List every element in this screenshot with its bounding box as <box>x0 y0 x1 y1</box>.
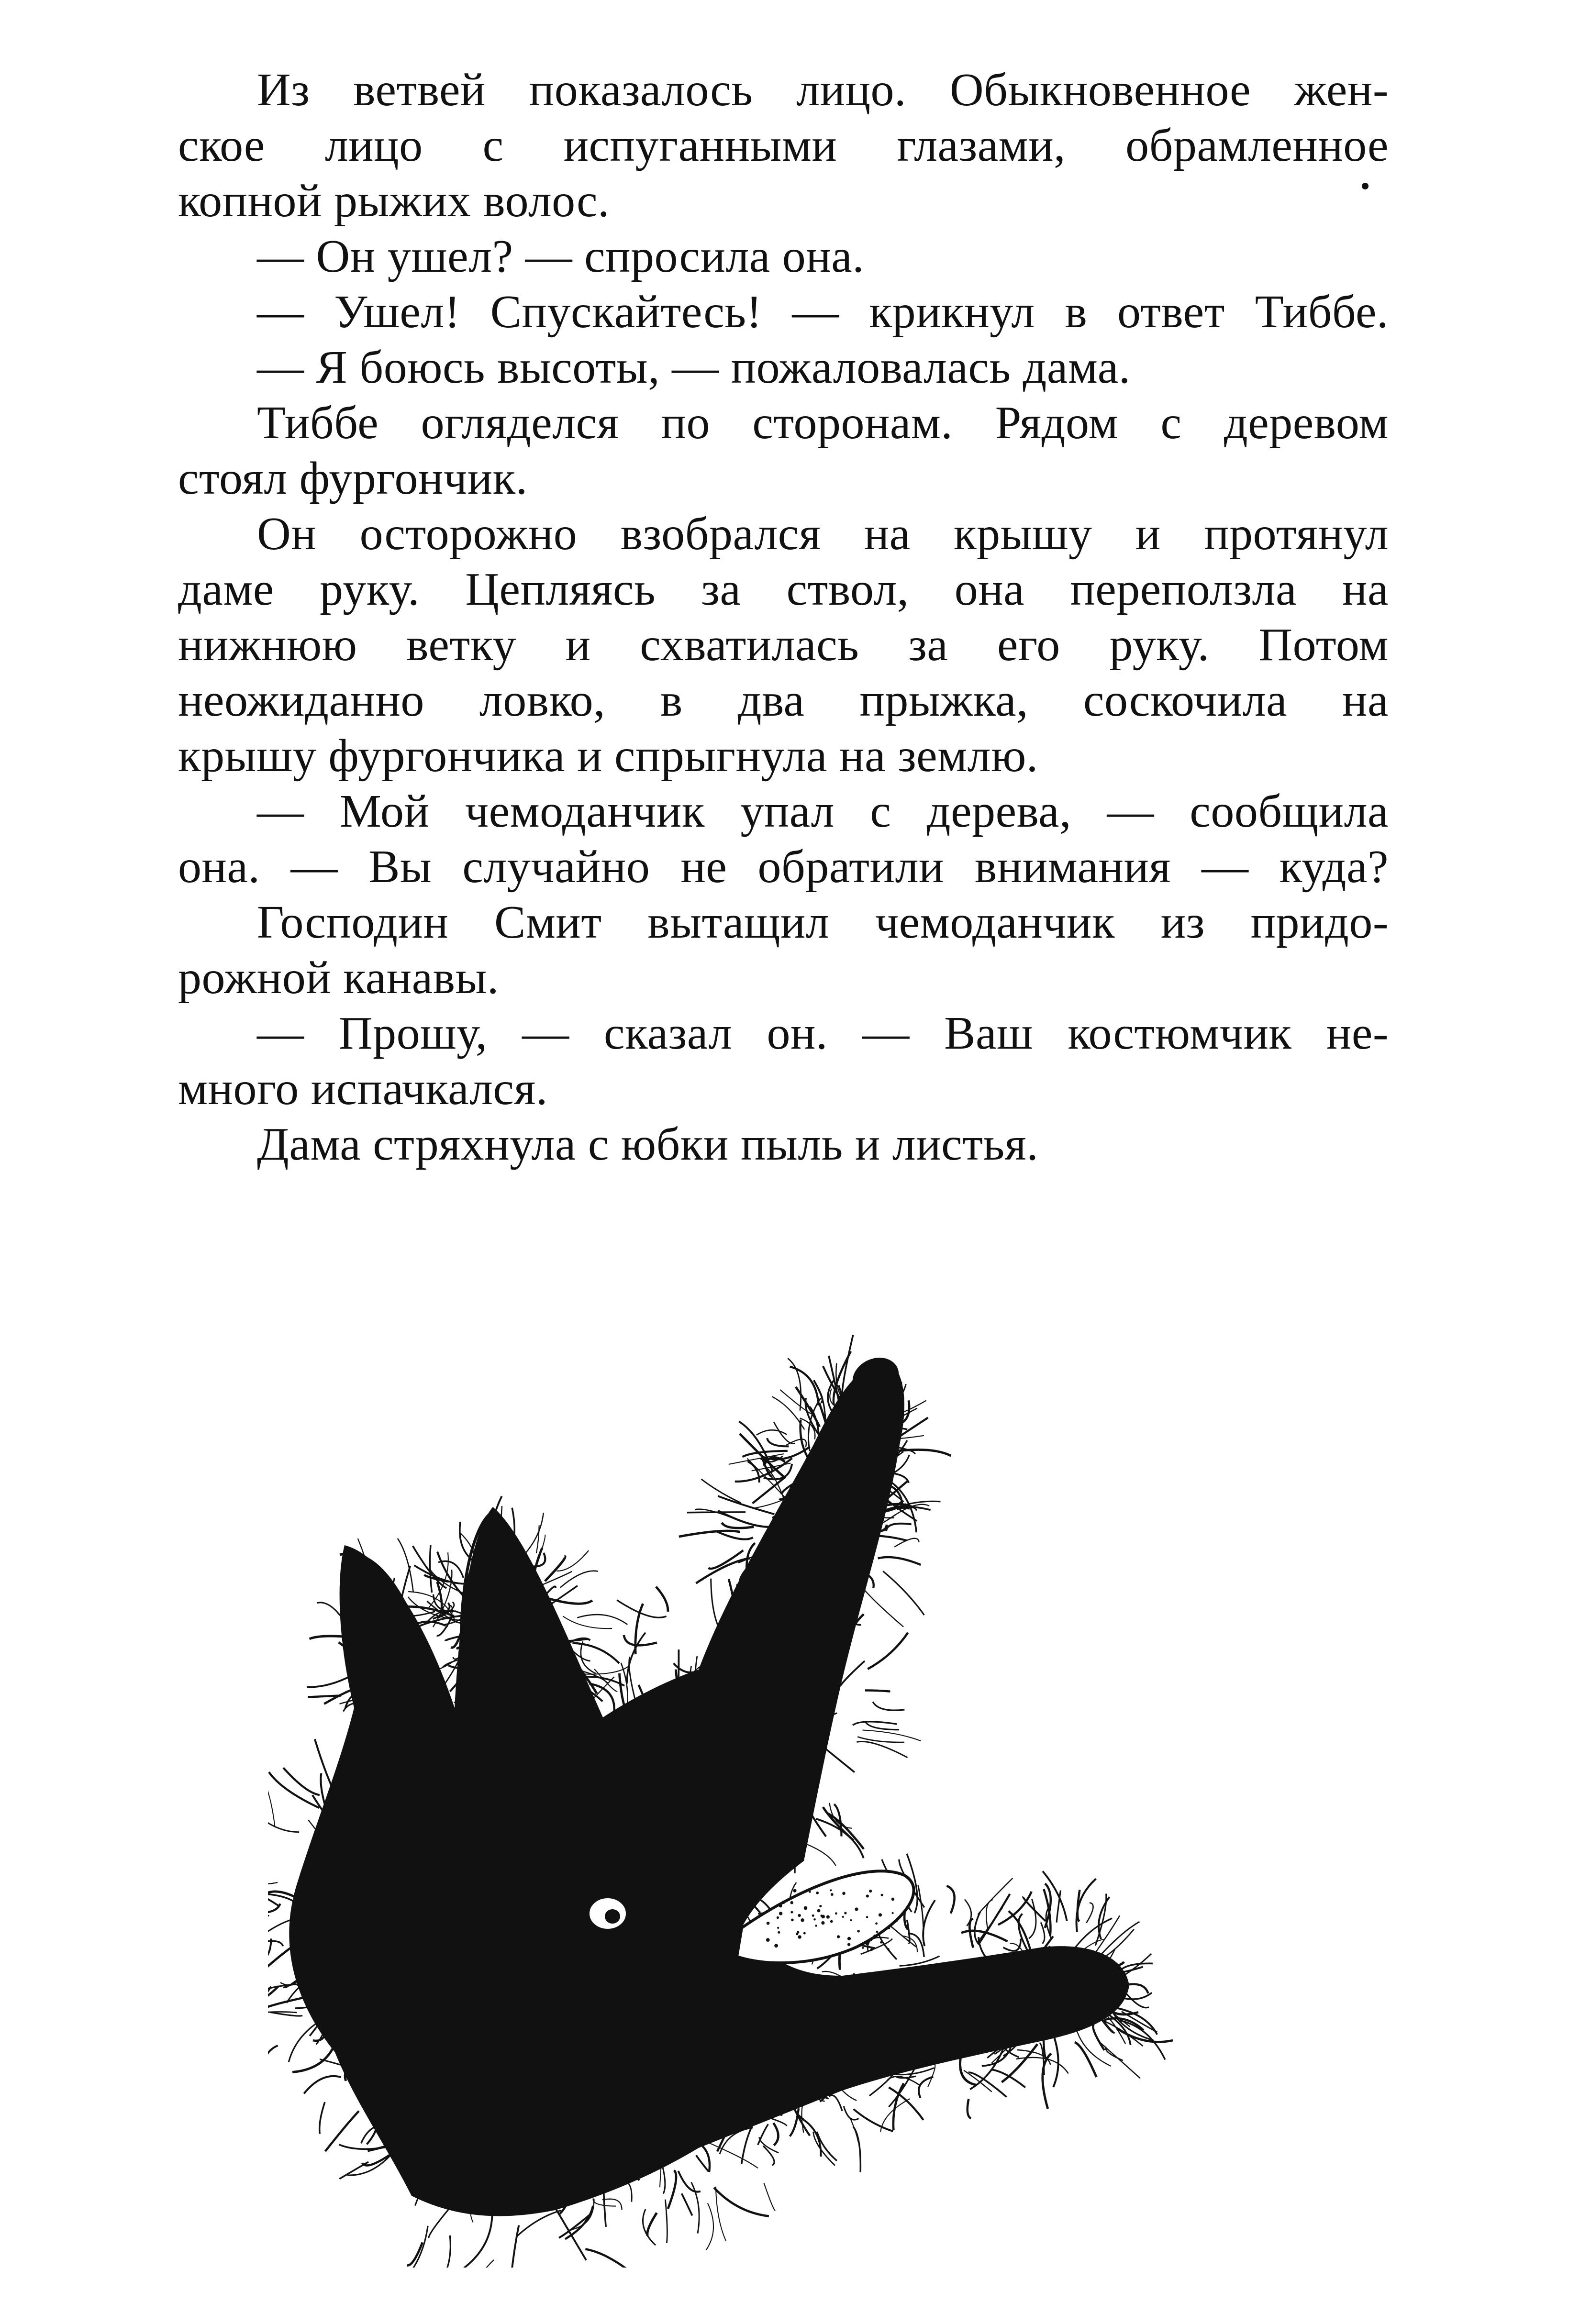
fur-stroke <box>714 2188 769 2216</box>
text-line: рожной канавы. <box>178 952 499 1004</box>
fur-stroke <box>829 2095 842 2111</box>
text-line: нижнюю ветку и схватилась за его руку. Потом <box>178 619 1389 671</box>
stipple-dot <box>835 1912 837 1915</box>
stipple-dot <box>819 1905 822 1907</box>
fur-stroke <box>315 1739 337 1797</box>
stipple-dot <box>812 1915 814 1917</box>
stipple-dot <box>866 1942 869 1946</box>
fur-stroke <box>682 2193 692 2215</box>
stipple-dot <box>779 1904 782 1907</box>
stipple-dot <box>866 1894 869 1897</box>
text-line: Тиббе огляделся по сторонам. Рядом с деревом <box>257 397 1389 449</box>
fur-stroke <box>865 1690 890 1691</box>
fur-stroke <box>665 2200 667 2243</box>
fur-stroke <box>863 1730 921 1741</box>
fur-stroke <box>718 1511 770 1527</box>
fur-stroke <box>1086 1903 1093 1923</box>
stipple-dot <box>847 1937 851 1940</box>
fur-stroke <box>320 2102 325 2134</box>
fur-stroke <box>717 1532 753 1539</box>
stipple-dot <box>844 1912 846 1914</box>
fur-stroke <box>979 1894 1010 1945</box>
fur-stroke <box>268 1997 308 2009</box>
text-line: — Прошу, — сказал он. — Ваш костюмчик не- <box>257 1007 1389 1059</box>
fur-stroke <box>946 1886 954 1914</box>
fur-stroke <box>403 2226 428 2268</box>
stipple-dot <box>821 1915 825 1919</box>
story-text <box>178 62 1389 1172</box>
fur-stroke <box>430 1545 432 1593</box>
stipple-dot <box>803 1932 806 1935</box>
fur-stroke <box>830 1803 852 1828</box>
fur-stroke <box>800 1418 815 1439</box>
fur-stroke <box>813 2132 835 2166</box>
fur-stroke <box>780 1390 812 1415</box>
fur-stroke <box>696 2155 708 2171</box>
fur-stroke <box>435 2235 451 2268</box>
fur-stroke <box>844 2106 858 2120</box>
stipple-dot <box>779 1912 782 1915</box>
fur-stroke <box>1106 2047 1123 2060</box>
stipple-dot <box>826 1915 830 1919</box>
text-line: — Мой чемоданчик упал с дерева, — сообщила <box>257 786 1389 837</box>
fur-stroke <box>585 2249 637 2268</box>
fur-stroke <box>873 1702 904 1710</box>
fur-stroke <box>429 2203 454 2238</box>
stipple-dot <box>887 1948 890 1950</box>
fur-stroke <box>687 1512 745 1513</box>
stipple-dot <box>842 1916 844 1918</box>
stipple-dot <box>804 1906 808 1910</box>
fur-stroke <box>695 1509 738 1520</box>
fur-stroke <box>268 1777 275 1827</box>
fur-stroke <box>545 1556 565 1581</box>
stipple-dot <box>876 1931 879 1933</box>
text-line: Дама стряхнула с юбки пыль и листья. <box>257 1118 1039 1170</box>
fur-stroke <box>853 1722 897 1726</box>
stipple-dot <box>881 1894 883 1896</box>
stipple-dot <box>809 1891 811 1893</box>
stipple-dot <box>798 1935 801 1938</box>
fur-stroke <box>269 1772 319 1808</box>
stipple-dot <box>855 1907 858 1911</box>
fur-stroke <box>705 2141 758 2168</box>
fur-stroke <box>347 2152 394 2175</box>
stipple-dot <box>774 1944 778 1948</box>
fur-stroke <box>878 1557 921 1565</box>
stipple-dot <box>866 1916 868 1918</box>
stipple-dot <box>891 1898 895 1901</box>
fur-stroke <box>992 2069 1025 2087</box>
stipple-dot <box>888 1927 890 1929</box>
fur-stroke <box>1053 2034 1058 2087</box>
fur-stroke <box>757 1430 787 1435</box>
fur-stroke <box>969 1919 973 1948</box>
stipple-dot <box>842 1892 846 1895</box>
fur-stroke <box>268 2046 278 2079</box>
stipple-dot <box>880 1941 882 1944</box>
stipple-dot <box>831 1893 834 1896</box>
creature-eye-pupil <box>605 1909 620 1924</box>
stipple-dot <box>892 1912 894 1914</box>
stipple-dot <box>815 1925 817 1926</box>
text-line: ское лицо с испуганными глазами, обрамленное <box>178 120 1389 171</box>
fur-stroke <box>1026 2006 1061 2007</box>
fur-stroke <box>268 1874 278 1884</box>
text-line: Господин Смит вытащил чемоданчик из придо- <box>257 896 1389 948</box>
stipple-dot <box>821 1921 824 1925</box>
stipple-dot <box>850 1919 852 1921</box>
stipple-dot <box>869 1890 872 1892</box>
creature-illustration <box>268 1287 1225 2268</box>
fur-stroke <box>1041 1923 1045 1944</box>
text-line: даме руку. Цепляясь за ствол, она переползла на <box>178 564 1389 615</box>
fur-stroke <box>998 1892 1032 1925</box>
fur-stroke <box>739 1421 772 1471</box>
text-line: Он осторожно взобрался на крышу и протянул <box>257 508 1389 560</box>
text-line: — Ушел! Спускайтесь! — крикнул в ответ Тиббе. <box>257 286 1389 338</box>
stipple-dot <box>777 1916 779 1919</box>
stipple-dot <box>879 1913 882 1916</box>
fur-stroke <box>758 2124 768 2145</box>
fur-stroke <box>899 1450 951 1456</box>
stipple-dot <box>793 1889 796 1892</box>
fur-stroke <box>854 2109 893 2131</box>
stipple-dot <box>870 1948 873 1951</box>
fur-stroke <box>763 2146 774 2166</box>
fur-stroke <box>1093 2024 1104 2050</box>
stipple-dot <box>782 1901 785 1904</box>
fur-stroke <box>1126 1993 1149 2007</box>
fur-stroke <box>482 1625 523 1626</box>
stipple-dot <box>797 1931 799 1933</box>
fur-stroke <box>706 2203 714 2250</box>
fur-stroke <box>668 2170 676 2209</box>
fur-stroke <box>656 1587 668 1612</box>
text-line: стоял фургончик. <box>178 453 528 504</box>
stipple-dot <box>830 1889 832 1891</box>
fur-stroke <box>556 1550 589 1571</box>
fur-stroke <box>536 1526 539 1553</box>
fur-stroke <box>1099 2041 1140 2078</box>
text-line: неожиданно ловко, в два прыжка, соскочила на <box>178 675 1389 726</box>
fur-stroke <box>861 1586 903 1627</box>
fur-stroke <box>647 2213 657 2236</box>
fur-stroke <box>270 2012 302 2016</box>
stipple-dot <box>862 1947 864 1949</box>
stipple-dot <box>813 1918 816 1921</box>
text-line: она. — Вы случайно не обратили внимания — куда? <box>178 841 1389 893</box>
stipple-dot <box>767 1922 770 1925</box>
stipple-dot <box>791 1919 794 1922</box>
fur-stroke <box>678 2171 701 2192</box>
stipple-dot <box>790 1901 793 1904</box>
fur-stroke <box>900 1436 924 1439</box>
fur-stroke <box>556 2209 586 2260</box>
fur-stroke <box>853 2126 861 2172</box>
text-line: крышу фургончика и спрыгнула на землю. <box>178 730 1038 782</box>
stipple-dot <box>777 1927 779 1929</box>
fur-stroke <box>883 1571 924 1615</box>
stipple-dot <box>766 1938 770 1942</box>
stray-ink-dot <box>1362 183 1369 189</box>
stipple-dot <box>801 1918 804 1922</box>
fur-stroke <box>788 1358 801 1410</box>
fur-stroke <box>857 1741 907 1757</box>
fur-stroke <box>968 2099 971 2118</box>
stipple-dot <box>837 1935 840 1938</box>
fur-stroke <box>559 2213 591 2238</box>
fur-stroke <box>850 2119 858 2142</box>
fur-stroke <box>572 1643 619 1663</box>
fur-stroke <box>307 1675 352 1687</box>
fur-stroke <box>464 2214 492 2268</box>
fur-stroke <box>764 2183 776 2211</box>
stipple-dot <box>847 1943 850 1946</box>
fur-stroke <box>563 1616 612 1628</box>
text-line: много испачкался. <box>178 1063 548 1115</box>
fur-stroke <box>511 2225 519 2268</box>
fur-stroke <box>701 1479 741 1503</box>
fur-stroke <box>773 2123 778 2146</box>
fur-stroke <box>560 1571 598 1588</box>
fur-stroke <box>304 2076 341 2093</box>
stipple-dot <box>798 1914 801 1917</box>
stipple-dot <box>817 1909 821 1913</box>
text-line: — Он ушел? — спросила она. <box>257 231 865 282</box>
stipple-dot <box>857 1930 860 1933</box>
stipple-dot <box>790 1911 793 1914</box>
stipple-dot <box>875 1922 878 1925</box>
stipple-dot <box>778 1931 780 1934</box>
fur-stroke <box>868 1633 908 1669</box>
stipple-dot <box>873 1935 876 1937</box>
stipple-dot <box>830 1920 833 1923</box>
stipple-dot <box>816 1892 819 1894</box>
text-line: копной рыжих волос. <box>178 175 610 227</box>
text-line: Из ветвей показалось лицо. Обыкновенное жен- <box>257 64 1389 116</box>
text-line: — Я боюсь высоты, — пожаловалась дама. <box>257 342 1131 393</box>
fur-stroke <box>577 1615 627 1625</box>
fur-stroke <box>886 1524 912 1531</box>
